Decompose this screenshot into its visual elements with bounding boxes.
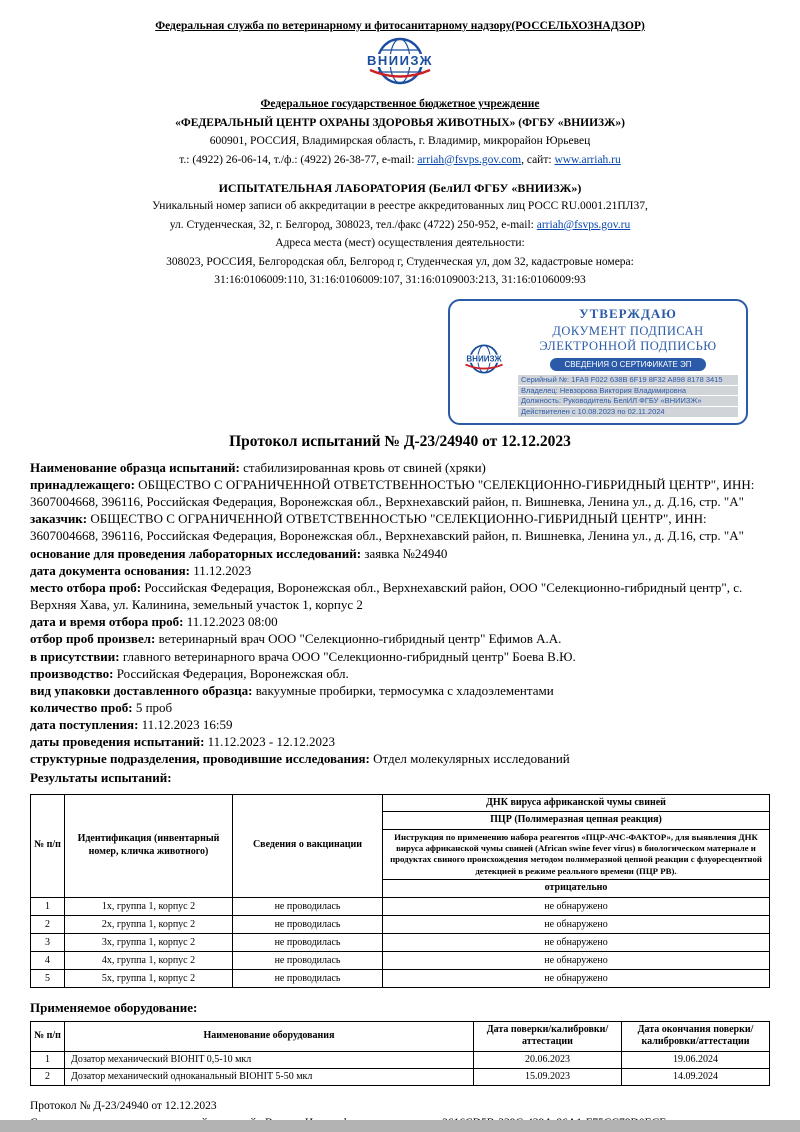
vaccination-cell: не проводилась	[233, 915, 383, 933]
results-section-label: Результаты испытаний:	[30, 769, 172, 785]
institution-type: Федеральное государственное бюджетное учреждение	[260, 98, 540, 110]
lab-address-line	[30, 218, 770, 234]
stamp-body	[518, 306, 738, 418]
row-num-cell: 1	[31, 897, 65, 915]
sample-id-cell: 4х, группа 1, корпус 2	[65, 951, 233, 969]
stamp-signed-line-1: ДОКУМЕНТ ПОДПИСАН	[552, 323, 704, 338]
vaccination-cell: не проводилась	[233, 933, 383, 951]
globe-logo-icon	[358, 36, 442, 86]
agency-header: Федеральная служба по ветеринарному и фитосанитарному надзору(РОССЕЛЬХОЗНАДЗОР)	[155, 20, 645, 32]
svg-text:ВНИИЗЖ: ВНИИЗЖ	[466, 354, 502, 364]
equipment-name-cell: Дозатор механический одноканальный BIOHIT 5-50 мкл	[65, 1068, 474, 1085]
contacts-middle: , сайт:	[521, 153, 555, 166]
results-row	[31, 897, 770, 915]
equipment-date-cell: 15.09.2023	[474, 1068, 622, 1085]
lab-email-link[interactable]: arriah@fsvps.gov.ru	[536, 218, 631, 231]
results-header-method: ПЦР (Полимеразная цепная реакция)	[383, 812, 770, 830]
equipment-num-cell: 1	[31, 1051, 65, 1068]
stamp-globe-logo-icon	[458, 342, 510, 381]
field-production: производство: Российская Федерация, Воронежская обл.	[30, 665, 349, 681]
lab-title: ИСПЫТАТЕЛЬНАЯ ЛАБОРАТОРИЯ (БелИЛ ФГБУ «ВНИИЗЖ»)	[218, 181, 582, 196]
field-packaging: вид упаковки доставленного образца: вакуумные пробирки, термосумка с хладоэлементами	[30, 682, 554, 698]
equipment-table	[30, 1021, 770, 1086]
stamp-signed-line-2: ЭЛЕКТРОННОЙ ПОДПИСЬЮ	[539, 338, 717, 353]
certificate-validity: Действителен с 10.08.2023 по 02.11.2024	[518, 407, 738, 417]
results-header-identification: Идентификация (инвентарный номер, кличка животного)	[65, 794, 233, 897]
accreditation-line: Уникальный номер записи об аккредитации в реестре аккредитованных лиц РОСС RU.0001.21ПЛ37,	[152, 200, 648, 213]
vaccination-cell: не проводилась	[233, 897, 383, 915]
field-basis: основание для проведения лабораторных исследований: заявка №24940	[30, 545, 448, 561]
result-cell: не обнаружено	[383, 951, 770, 969]
svg-text:ВНИИЗЖ: ВНИИЗЖ	[366, 53, 434, 68]
institution-address: 600901, РОССИЯ, Владимирская область, г. Владимир, микрорайон Юрьевец	[209, 135, 591, 148]
result-cell: не обнаружено	[383, 897, 770, 915]
sample-id-cell: 1х, группа 1, корпус 2	[65, 897, 233, 915]
equipment-date-cell: 20.06.2023	[474, 1051, 622, 1068]
results-header-num: № п/п	[31, 794, 65, 897]
equipment-name-cell: Дозатор механический BIOHIT 0,5-10 мкл	[65, 1051, 474, 1068]
field-sampled-by: отбор проб произвел: ветеринарный врач ООО "Селекционно-гибридный центр" Ефимов А.А.	[30, 631, 562, 647]
results-row	[31, 951, 770, 969]
vaccination-cell: не проводилась	[233, 951, 383, 969]
protocol-title: Протокол испытаний № Д-23/24940 от 12.12.2023	[229, 432, 571, 450]
contacts-line	[30, 153, 770, 169]
results-table	[30, 794, 770, 988]
equipment-row	[31, 1051, 770, 1068]
equipment-end-date-cell: 14.09.2024	[622, 1068, 770, 1085]
institution-name: «ФЕДЕРАЛЬНЫЙ ЦЕНТР ОХРАНЫ ЗДОРОВЬЯ ЖИВОТНЫХ» (ФГБУ «ВНИИЗЖ»)	[175, 116, 625, 129]
stamp-approve-label: УТВЕРЖДАЮ	[579, 305, 677, 321]
row-num-cell: 5	[31, 969, 65, 987]
sample-id-cell: 5х, группа 1, корпус 2	[65, 969, 233, 987]
result-cell: не обнаружено	[383, 915, 770, 933]
certificate-position: Должность: Руководитель БелИЛ ФГБУ «ВНИИЗЖ»	[518, 396, 738, 406]
results-header-analyte: ДНК вируса африканской чумы свиней	[383, 794, 770, 812]
certificate-serial: Серийный №: 1FA9 F022 638B 6F19 8F32 A898 8178 3415	[518, 375, 738, 385]
row-num-cell: 3	[31, 933, 65, 951]
vaccination-cell: не проводилась	[233, 969, 383, 987]
email-link[interactable]: arriah@fsvps.gov.com	[417, 153, 522, 166]
equipment-header-date: Дата поверки/калибровки/аттестации	[474, 1021, 622, 1051]
activity-address-2: 31:16:0106009:110, 31:16:0106009:107, 31:16:0109003:213, 31:16:0106009:93	[214, 274, 586, 287]
equipment-section-label: Применяемое оборудование:	[30, 999, 198, 1015]
equipment-header-num: № п/п	[31, 1021, 65, 1051]
field-departments: структурные подразделения, проводившие исследования: Отдел молекулярных исследований	[30, 751, 570, 767]
field-owner: принадлежащего: ОБЩЕСТВО С ОГРАНИЧЕННОЙ ОТВЕТСТВЕННОСТЬЮ "СЕЛЕКЦИОННО-ГИБРИДНЫЙ ЦЕНТР", ИНН: 3607004668, 396116, Российская Федерация, Воронежская обл., Верхнехавский район, п. Вишневка, Ленина ул., д. Д.16, стр. "А"	[30, 476, 755, 510]
sample-id-cell: 3х, группа 1, корпус 2	[65, 933, 233, 951]
results-row	[31, 915, 770, 933]
result-cell: не обнаружено	[383, 969, 770, 987]
field-basis-date: дата документа основания: 11.12.2023	[30, 562, 252, 578]
row-num-cell: 4	[31, 951, 65, 969]
certificate-badge: СВЕДЕНИЯ О СЕРТИФИКАТЕ ЭП	[550, 358, 705, 371]
field-witness: в присутствии: главного ветеринарного врача ООО "Селекционно-гибридный центр" Боева В.Ю.	[30, 648, 576, 664]
field-received-date: дата поступления: 11.12.2023 16:59	[30, 717, 233, 733]
results-header-instruction: Инструкция по применению набора реагентов «ПЦР-АЧС-ФАКТОР», для выявления ДНК вируса африканской чумы свиней (African swine fever virus) в биологическом материале и продуктах свиного происхождения методом полимеразной цепной реакции с флуоресцентной детекцией в режиме реального времени (ПЦР РВ).	[383, 829, 770, 880]
field-sampling-datetime: дата и время отбора проб: 11.12.2023 08:00	[30, 614, 278, 630]
footer-protocol-number: Протокол № Д-23/24940 от 12.12.2023	[30, 1099, 217, 1112]
equipment-row	[31, 1068, 770, 1085]
activity-address-1: 308023, РОССИЯ, Белгородская обл, Белгород г, Студенческая ул, дом 32, кадастровые номера:	[166, 255, 634, 268]
field-sample-name: Наименование образца испытаний: стабилизированная кровь от свиней (хряки)	[30, 459, 486, 475]
sample-id-cell: 2х, группа 1, корпус 2	[65, 915, 233, 933]
results-header-norm: отрицательно	[383, 880, 770, 898]
results-row	[31, 969, 770, 987]
contacts-prefix: т.: (4922) 26-06-14, т./ф.: (4922) 26-38-77, e-mail:	[179, 153, 418, 166]
row-num-cell: 2	[31, 915, 65, 933]
site-link[interactable]: www.arriah.ru	[554, 153, 621, 166]
vniizh-logo	[30, 36, 770, 91]
results-row	[31, 933, 770, 951]
equipment-end-date-cell: 19.06.2024	[622, 1051, 770, 1068]
equipment-header-name: Наименование оборудования	[65, 1021, 474, 1051]
equipment-header-end-date: Дата окончания поверки/калибровки/аттестации	[622, 1021, 770, 1051]
equipment-num-cell: 2	[31, 1068, 65, 1085]
certificate-owner: Владелец: Невзорова Виктория Владимировна	[518, 386, 738, 396]
field-customer: заказчик: ОБЩЕСТВО С ОГРАНИЧЕННОЙ ОТВЕТСТВЕННОСТЬЮ "СЕЛЕКЦИОННО-ГИБРИДНЫЙ ЦЕНТР", ИНН: 3607004668, 396116, Российская Федерация, Воронежская обл., Верхнехавский район, п. Вишневка, Ленина ул., д. Д.16, стр. "А"	[30, 511, 744, 544]
activity-addresses-label: Адреса места (мест) осуществления деятельности:	[275, 237, 525, 250]
protocol-fields	[30, 459, 770, 768]
results-header-vaccination: Сведения о вакцинации	[233, 794, 383, 897]
field-testing-dates: даты проведения испытаний: 11.12.2023 - 12.12.2023	[30, 734, 336, 750]
result-cell: не обнаружено	[383, 933, 770, 951]
electronic-signature-stamp	[448, 299, 748, 425]
field-sample-count: количество проб: 5 проб	[30, 700, 173, 716]
field-sampling-place: место отбора проб: Российская Федерация, Воронежская обл., Верхнехавский район, ООО "Селекционно-гибридный центр", с. Верхняя Хава, ул. Калинина, земельный участок 1, корпус 2	[30, 579, 743, 613]
lab-address-prefix: ул. Студенческая, 32, г. Белгород, 308023, тел./факс (4722) 250-952, e-mail:	[169, 218, 537, 231]
page-bottom-edge	[0, 1120, 800, 1132]
